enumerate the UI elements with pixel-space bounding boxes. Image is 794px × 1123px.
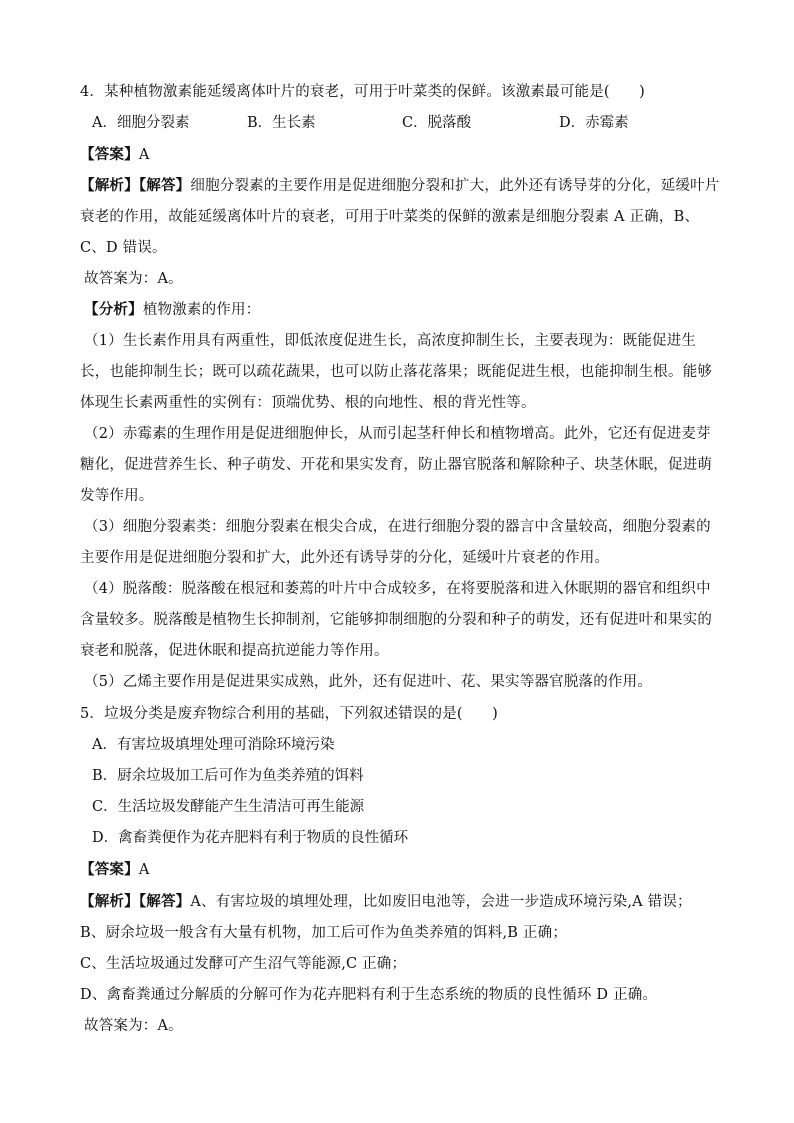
q4-solve-tag: 【解答】 (138, 177, 191, 194)
q4-conclusion: 故答案为：A。 (84, 271, 183, 287)
q5-option-a: A．有害垃圾填埋处理可消除环境污染 (92, 737, 335, 753)
q4-option-a: A．细胞分裂素 (92, 115, 190, 131)
q4-option-d: D．赤霉素 (559, 115, 629, 131)
q4-analysis-line-2: 衰老的作用，故能延缓离体叶片的衰老，可用于叶菜类的保鲜的激素是细胞分裂素 A 正确，B、 (80, 209, 700, 225)
q4-fenxi (84, 300, 260, 320)
q5-analysis-tag: 【解析】 (80, 893, 139, 910)
q4-point-4-line-3: 衰老和脱落，促进休眠和提高抗逆能力等作用。 (80, 643, 389, 659)
q4-point-4-line-1: （4）脱落酸：脱落酸在根冠和萎蔫的叶片中合成较多，在将要脱落和进入休眠期的器官和组织中 (84, 581, 711, 597)
q5-stem: 5．垃圾分类是废弃物综合利用的基础，下列叙述错误的是( ) (80, 706, 499, 722)
q4-point-1-line-1: （1）生长素作用具有两重性，即低浓度促进生长，高浓度抑制生长，主要表现为：既能促进生 (84, 333, 697, 349)
q5-option-d: D．禽畜粪便作为花卉肥料有利于物质的良性循环 (92, 830, 409, 846)
q4-point-3-line-2: 主要作用是促进细胞分裂和扩大，此外还有诱导芽的分化，延缓叶片衰老的作用。 (80, 550, 610, 566)
q5-answer-tag: 【答案】 (80, 861, 139, 878)
q4-analysis-line-3: C、D 错误。 (80, 240, 167, 256)
q5-option-c: C．生活垃圾发酵能产生生清洁可再生能源 (92, 799, 365, 815)
q4-point-1-line-3: 体现生长素两重性的实例有：顶端优势、根的向地性、根的背光性等。 (80, 395, 536, 411)
q4-point-3-line-1: （3）细胞分裂素类：细胞分裂素在根尖合成，在进行细胞分裂的器言中含量较高，细胞分裂素的 (84, 519, 711, 535)
q4-analysis-tag: 【解析】 (80, 177, 139, 194)
q4-point-5-line-1: （5）乙烯主要作用是促进果实成熟，此外，还有促进叶、花、果实等器官脱落的作用。 (84, 674, 653, 690)
q5-analysis-line-4: D、禽畜粪通过分解质的分解可作为花卉肥料有利于生态系统的物质的良性循环 D 正确。 (80, 987, 658, 1003)
q4-answer (80, 145, 149, 165)
q4-point-1-line-2: 长，也能抑制生长；既可以疏花蔬果，也可以防止落花落果；既能促进生根，也能抑制生根。能够 (80, 364, 713, 380)
q4-answer-tag: 【答案】 (80, 146, 139, 163)
q4-fenxi-title: 植物激素的作用： (142, 302, 261, 318)
q4-option-c: C．脱落酸 (402, 115, 472, 131)
q5-option-b: B．厨余垃圾加工后可作为鱼类养殖的饵料 (92, 768, 364, 784)
q4-option-b: B．生长素 (247, 115, 316, 131)
q5-conclusion: 故答案为：A。 (84, 1018, 183, 1034)
q4-answer-value: A (138, 147, 150, 163)
q5-analysis-line-1 (80, 892, 692, 912)
q4-point-2-line-3: 发等作用。 (80, 488, 154, 504)
q5-analysis-line-3: C、生活垃圾通过发酵可产生沼气等能源,C 正确； (80, 956, 407, 972)
q4-stem: 4．某种植物激素能延缓离体叶片的衰老，可用于叶菜类的保鲜。该激素最可能是( ) (80, 84, 646, 100)
q5-answer-value: A (138, 862, 150, 878)
q5-answer (80, 860, 149, 880)
q5-solve-tag: 【解答】 (138, 893, 191, 910)
q4-analysis-text-1: 细胞分裂素的主要作用是促进细胞分裂和扩大，此外还有诱导芽的分化，延缓叶片 (190, 178, 720, 194)
q4-fenxi-tag: 【分析】 (84, 301, 143, 318)
q4-point-2-line-1: （2）赤霉素的生理作用是促进细胞伸长，从而引起茎秆伸长和植物增高。此外，它还有促进麦芽 (84, 426, 711, 442)
q5-analysis-line-2: B、厨余垃圾一般含有大量有机物，加工后可作为鱼类养殖的饵料,B 正确； (80, 925, 568, 941)
q4-analysis-line-1 (80, 176, 720, 196)
q4-point-4-line-2: 含量较多。脱落酸是植物生长抑制剂，它能够抑制细胞的分裂和种子的萌发，还有促进叶和果实的 (80, 612, 713, 628)
q4-point-2-line-2: 糖化，促进营养生长、种子萌发、开花和果实发育，防止器官脱落和解除种子、块茎休眠，促进萌 (80, 457, 713, 473)
q5-analysis-text-1: A、有害垃圾的填埋处理，比如废旧电池等，会进一步造成环境污染,A 错误； (190, 894, 692, 910)
